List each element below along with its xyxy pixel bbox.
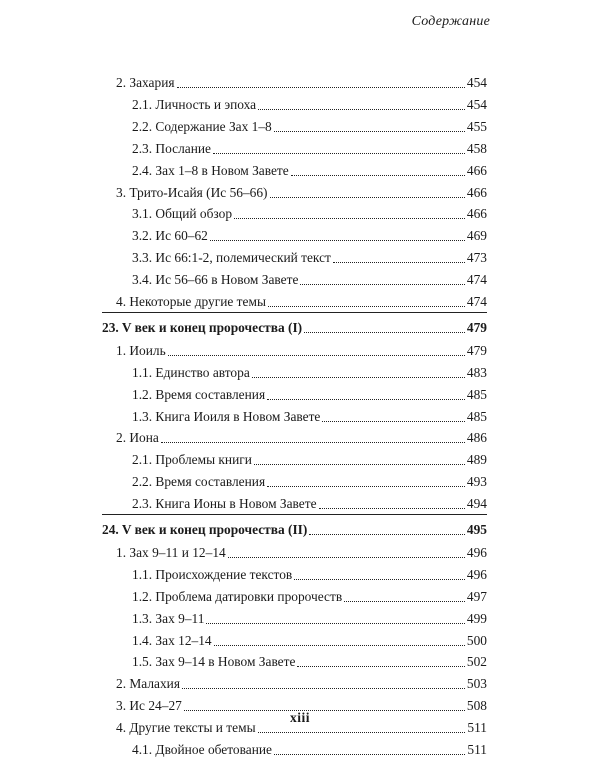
toc-entry-title: 3. Трито-Исайя (Ис 56–66) (116, 184, 268, 200)
dot-leader (210, 239, 465, 241)
toc-entry-title: 2.3. Книга Ионы в Новом Завете (132, 496, 317, 512)
toc-entry[interactable] (132, 471, 487, 491)
toc-entry[interactable] (132, 203, 487, 223)
section-divider (102, 312, 487, 313)
toc-entry-page: 455 (466, 118, 487, 134)
toc-entry[interactable] (116, 291, 487, 311)
toc-entry-title: 2.2. Содержание Зах 1–8 (132, 118, 272, 134)
dot-leader (291, 174, 465, 176)
toc-entry-title: 2.4. Зах 1–8 в Новом Завете (132, 162, 289, 178)
dot-leader (254, 463, 465, 465)
dot-leader (270, 196, 465, 198)
toc-entry-page: 508 (466, 698, 487, 714)
dot-leader (161, 441, 465, 443)
toc-entry-page: 466 (466, 184, 487, 200)
toc-entry-page: 493 (466, 474, 487, 490)
toc-entry-page: 511 (467, 720, 487, 736)
toc-entry-title: 2.1. Личность и эпоха (132, 96, 257, 112)
dot-leader (267, 485, 465, 487)
toc-entry-title: 3. Ис 24–27 (116, 698, 182, 714)
dot-leader (322, 420, 465, 422)
toc-entry-title: 2. Захария (116, 75, 175, 90)
toc-entry-title: 2.2. Время составления (132, 474, 266, 490)
toc-entry-title: 3.4. Ис 56–66 в Новом Завете (132, 272, 299, 288)
page-number: xiii (289, 710, 310, 725)
toc-entry[interactable] (132, 138, 487, 158)
toc-entry-title: 1.2. Проблема датировки пророчеств (132, 588, 343, 604)
toc-entry-page: 466 (466, 162, 487, 178)
toc-entry-page: 485 (466, 386, 487, 402)
toc-entry-title: 1.5. Зах 9–14 в Новом Завете (132, 654, 296, 670)
dot-leader (182, 687, 465, 689)
dot-leader (213, 152, 465, 154)
toc-entry[interactable] (132, 384, 487, 404)
toc-entry-title: 1. Иоиль (116, 342, 166, 358)
toc-entry[interactable] (116, 72, 487, 92)
dot-leader (309, 533, 465, 535)
toc-entry-page: 497 (466, 588, 487, 604)
toc-entry-page: 503 (466, 676, 487, 692)
toc-entry-title: 3.3. Ис 66:1-2, полемический текст (132, 250, 331, 266)
dot-leader (258, 731, 466, 733)
toc-entry[interactable] (132, 608, 487, 628)
dot-leader (304, 331, 465, 333)
toc-entry[interactable] (116, 673, 487, 693)
toc-chapter-entry[interactable] (102, 519, 487, 539)
dot-leader (268, 305, 465, 307)
dot-leader (294, 578, 465, 580)
toc-chapter-entry[interactable] (102, 317, 487, 337)
toc-entry-title: 4. Некоторые другие темы (116, 294, 266, 309)
dot-leader (297, 665, 464, 667)
toc-entry-page: 458 (466, 140, 487, 156)
toc-entry-page: 485 (466, 408, 487, 424)
toc-entry-title: 1.3. Книга Иоиля в Новом Завете (132, 408, 321, 424)
toc-entry[interactable] (132, 586, 487, 606)
toc-entry-page: 499 (466, 610, 487, 626)
toc-entry-page: 495 (466, 522, 487, 537)
toc-entry-page: 486 (466, 430, 487, 446)
toc-entry-title: 4. Другие тексты и темы (116, 720, 256, 736)
toc-entry-page: 474 (466, 294, 487, 309)
toc-entry-page: 479 (466, 319, 487, 335)
toc-entry[interactable] (132, 116, 487, 136)
toc-entry[interactable] (116, 542, 487, 562)
toc-entry-title: 3.2. Ис 60–62 (132, 228, 208, 244)
dot-leader (177, 86, 465, 88)
toc-entry-page: 454 (466, 96, 487, 112)
toc-entry-page: 473 (466, 250, 487, 266)
dot-leader (300, 283, 465, 285)
dot-leader (252, 376, 465, 378)
toc-entry[interactable] (132, 406, 487, 426)
toc-entry-page: 489 (466, 452, 487, 468)
toc-entry-page: 454 (466, 75, 487, 90)
dot-leader (214, 644, 465, 646)
toc-entry-page: 483 (466, 364, 487, 380)
toc-entry[interactable] (132, 160, 487, 180)
toc-entry[interactable] (132, 493, 487, 513)
toc-entry-title: 2. Иона (116, 430, 159, 446)
toc-entry[interactable] (116, 182, 487, 202)
toc-entry-page: 500 (466, 632, 487, 648)
dot-leader (267, 398, 465, 400)
toc-entry-page: 494 (466, 496, 487, 512)
dot-leader (228, 556, 465, 558)
toc-entry[interactable] (132, 564, 487, 584)
toc-entry[interactable] (116, 427, 487, 447)
toc-entry[interactable] (132, 651, 487, 671)
toc-entry[interactable] (132, 247, 487, 267)
toc-entry-title: 1.4. Зах 12–14 (132, 632, 212, 648)
toc-entry-title: 2.1. Проблемы книги (132, 452, 252, 468)
toc-entry-title: 23. V век и конец пророчества (I) (102, 319, 303, 335)
dot-leader (344, 600, 465, 602)
toc-entry[interactable] (132, 269, 487, 289)
toc-entry-title: 24. V век и конец пророчества (II) (102, 522, 308, 537)
toc-entry-title: 1.1. Происхождение текстов (132, 566, 293, 582)
toc-entry[interactable] (132, 225, 487, 245)
toc-entry-title: 2.3. Послание (132, 140, 211, 156)
toc-entry-title: 1.2. Время составления (132, 386, 266, 402)
dot-leader (274, 753, 465, 755)
toc-entry-page: 511 (467, 742, 487, 757)
toc-entry[interactable] (132, 739, 487, 759)
toc-entry[interactable] (132, 449, 487, 469)
dot-leader (234, 217, 465, 219)
toc-entry-title: 1.1. Единство автора (132, 364, 250, 380)
dot-leader (168, 354, 465, 356)
toc-entry-page: 479 (466, 342, 487, 358)
toc-entry-page: 496 (466, 544, 487, 560)
toc-entry-page: 466 (466, 206, 487, 222)
section-divider (102, 514, 487, 515)
running-header: Содержание (411, 14, 490, 29)
toc-entry[interactable] (132, 362, 487, 382)
toc-entry-page: 502 (466, 654, 487, 670)
toc-entry[interactable] (132, 94, 487, 114)
dot-leader (258, 108, 465, 110)
dot-leader (274, 130, 465, 132)
dot-leader (206, 622, 464, 624)
dot-leader (333, 261, 465, 263)
dot-leader (319, 507, 465, 509)
toc-entry-title: 2. Малахия (116, 676, 181, 692)
toc-entry-page: 474 (466, 272, 487, 288)
toc-entry-title: 1. Зах 9–11 и 12–14 (116, 544, 226, 560)
toc-entry[interactable] (132, 630, 487, 650)
toc-entry-title: 3.1. Общий обзор (132, 206, 233, 222)
toc-entry-title: 1.3. Зах 9–11 (132, 610, 205, 626)
toc-entry-page: 469 (466, 228, 487, 244)
toc-entry-title: 4.1. Двойное обетование (132, 742, 272, 757)
toc-entry-page: 496 (466, 566, 487, 582)
toc-entry[interactable] (116, 340, 487, 360)
